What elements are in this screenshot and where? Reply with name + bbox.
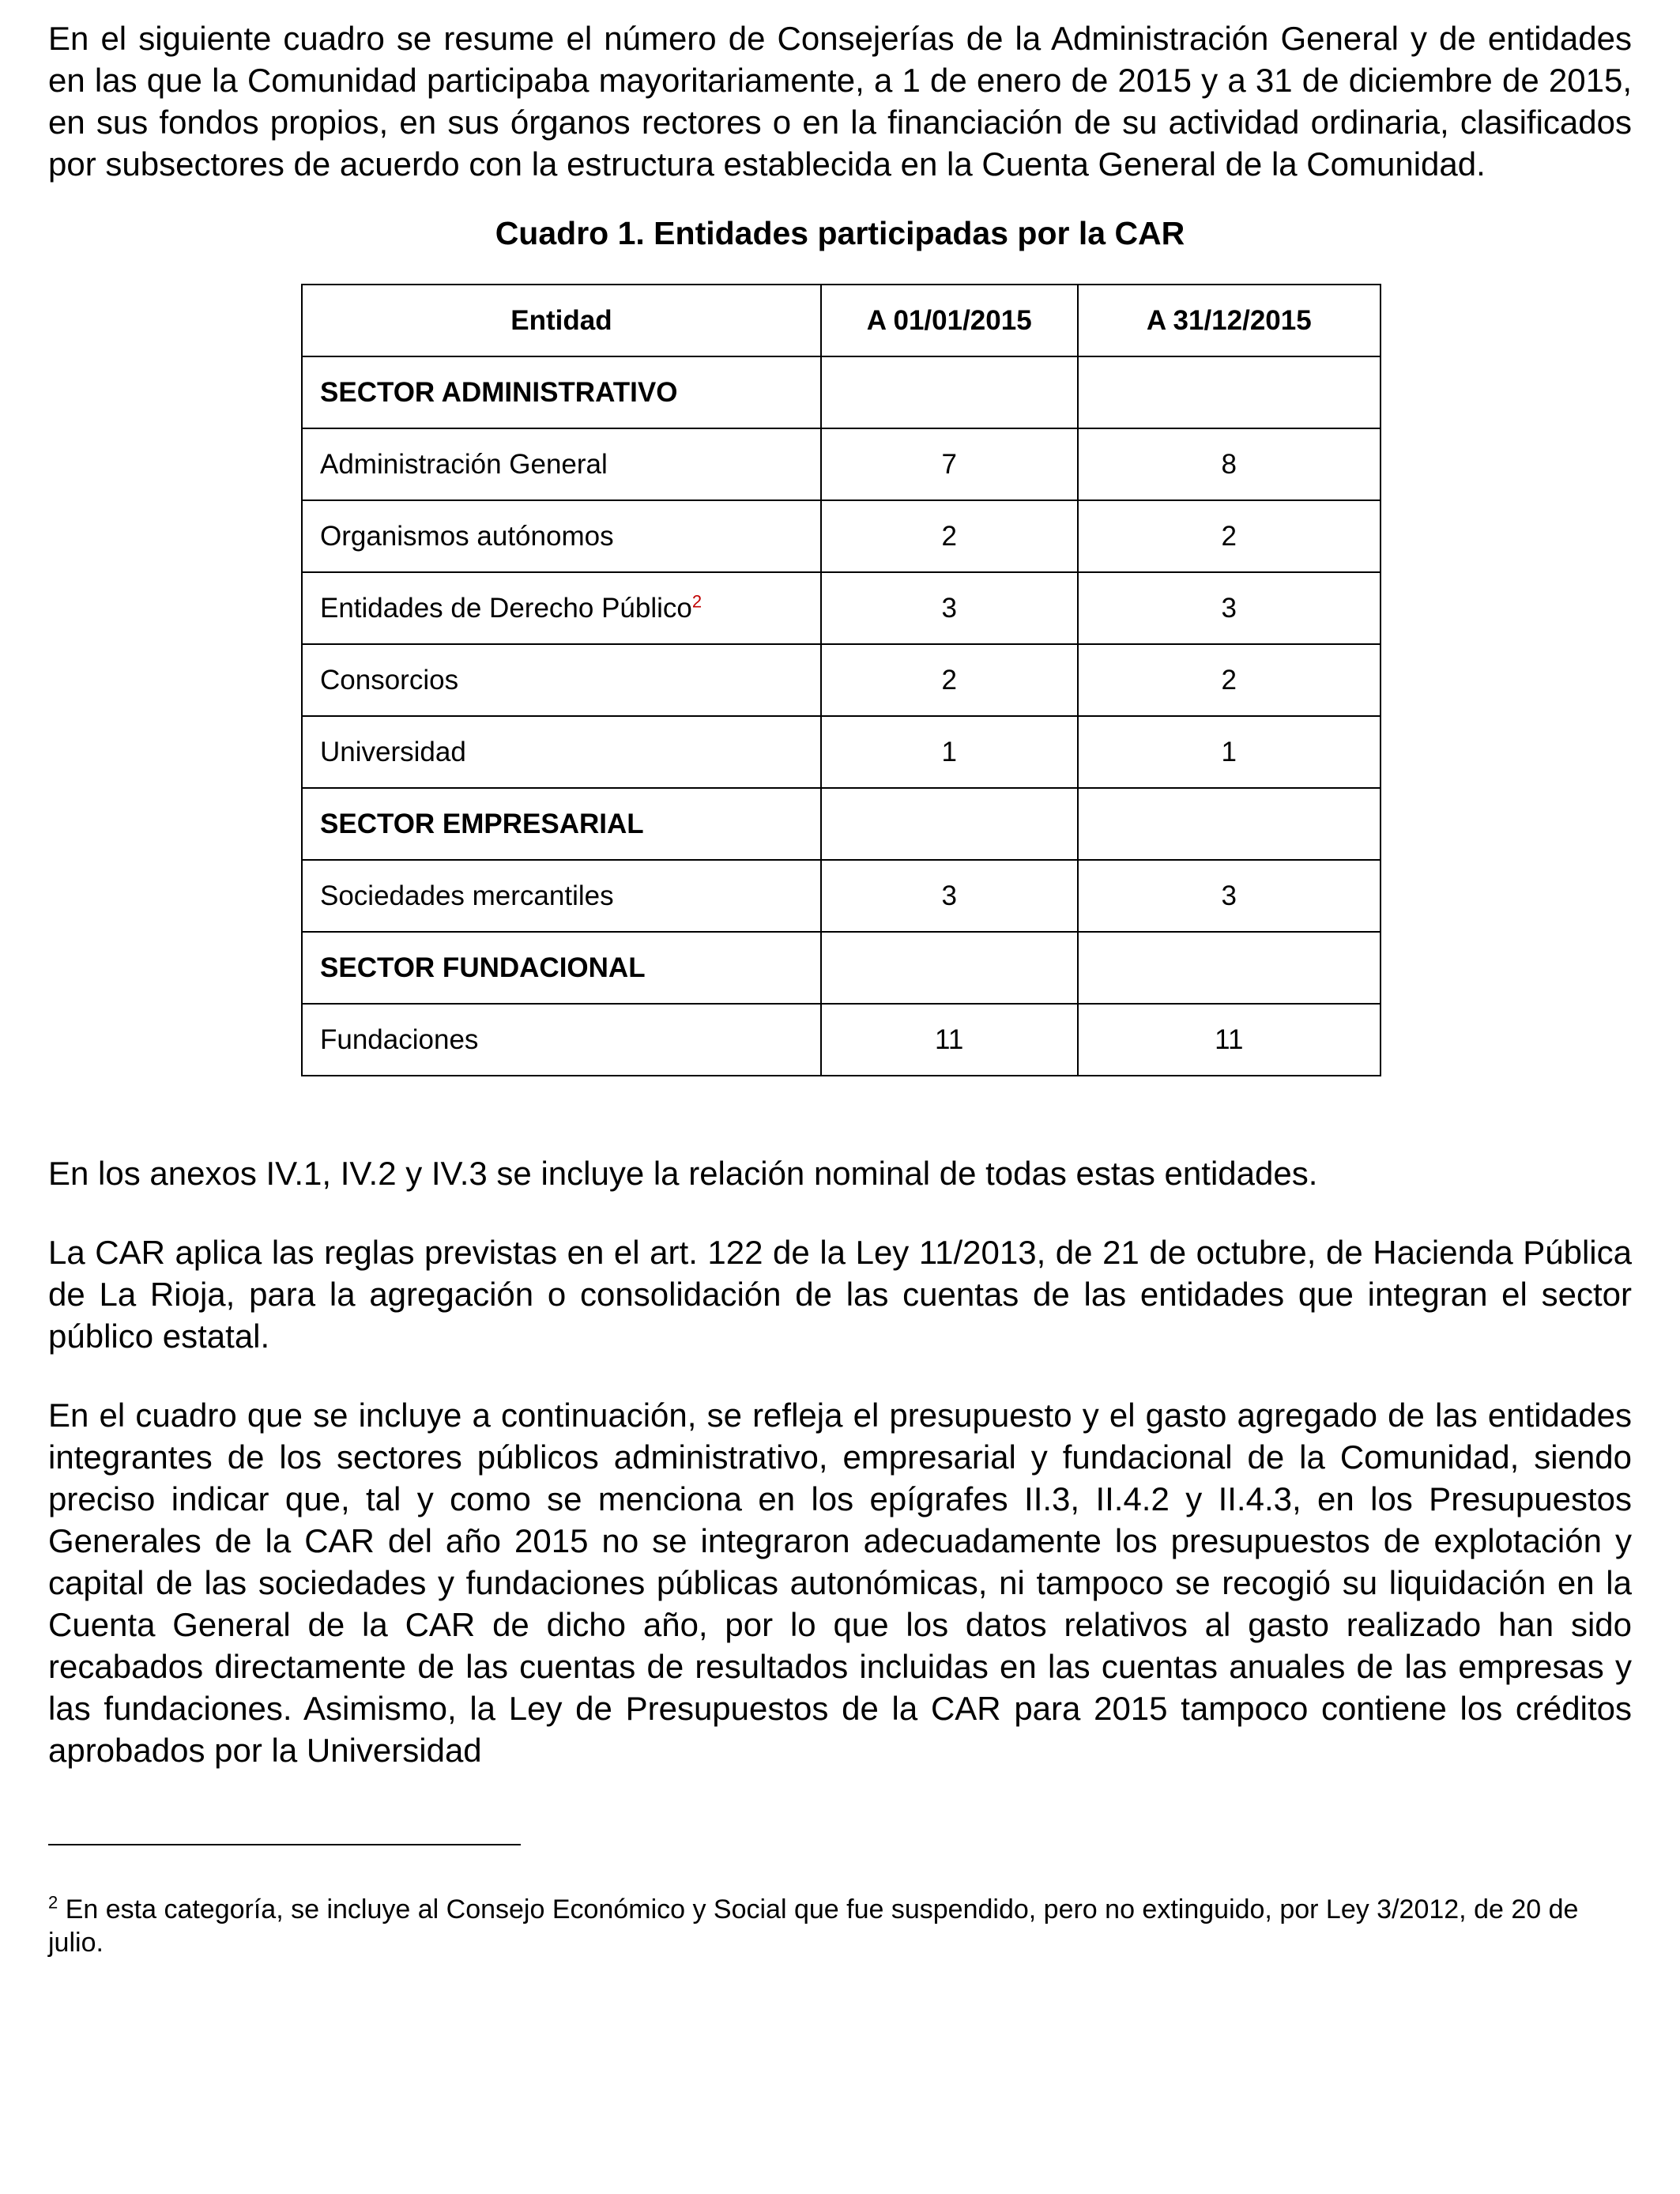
sector-label: SECTOR ADMINISTRATIVO: [302, 356, 821, 428]
table-title: Cuadro 1. Entidades participadas por la CAR: [495, 215, 1185, 251]
sector-row: [302, 788, 1381, 860]
table-row: [302, 500, 1381, 572]
value-end: 1: [1078, 716, 1381, 788]
value-start: 2: [821, 644, 1078, 716]
empty-cell: [1078, 788, 1381, 860]
footnote: [48, 1893, 1632, 1959]
header-date-end: A 31/12/2015: [1078, 285, 1381, 356]
entity-label: Consorcios: [302, 644, 821, 716]
table-row: [302, 716, 1381, 788]
rules-paragraph: La CAR aplica las reglas previstas en el art. 122 de la Ley 11/2013, de 21 de octubre, de Hacienda Pública de La Rioja, para la agregación o consolidación de las cuentas de las entidades que integran el sector público estatal.: [48, 1234, 1632, 1355]
table-row: [302, 428, 1381, 500]
empty-cell: [821, 788, 1078, 860]
table-row: [302, 860, 1381, 932]
value-start: 3: [821, 860, 1078, 932]
empty-cell: [821, 932, 1078, 1004]
table-row: [302, 1004, 1381, 1076]
value-end: 11: [1078, 1004, 1381, 1076]
table-row: [302, 572, 1381, 644]
sector-label: SECTOR EMPRESARIAL: [302, 788, 821, 860]
entity-label: Entidades de Derecho Público: [320, 592, 692, 624]
footnote-separator: [48, 1844, 521, 1845]
header-date-start: A 01/01/2015: [821, 285, 1078, 356]
empty-cell: [1078, 932, 1381, 1004]
value-start: 7: [821, 428, 1078, 500]
entity-label: Administración General: [302, 428, 821, 500]
entity-label: Organismos autónomos: [302, 500, 821, 572]
footnote-text: En esta categoría, se incluye al Consejo Económico y Social que fue suspendido, pero no extinguido, por Ley 3/2012, de 20 de julio.: [48, 1894, 1579, 1958]
value-end: 2: [1078, 500, 1381, 572]
value-start: 3: [821, 572, 1078, 644]
value-end: 2: [1078, 644, 1381, 716]
sector-label: SECTOR FUNDACIONAL: [302, 932, 821, 1004]
document-page: [48, 17, 1632, 1959]
value-start: 2: [821, 500, 1078, 572]
sector-row: [302, 932, 1381, 1004]
footnote-marker: 2: [48, 1892, 58, 1913]
table-row: [302, 644, 1381, 716]
annex-paragraph: En los anexos IV.1, IV.2 y IV.3 se incluye la relación nominal de todas estas entidades.: [48, 1155, 1318, 1192]
sector-row: [302, 356, 1381, 428]
entity-label-cell: [302, 572, 821, 644]
empty-cell: [821, 356, 1078, 428]
budget-paragraph: En el cuadro que se incluye a continuación, se refleja el presupuesto y el gasto agregado de las entidades integrantes de los sectores públicos administrativo, empresarial y fundacional de la Comunidad, siendo preciso indicar que, tal y como se menciona en los epígrafes II.3, II.4.2 y II.4.3, en los Presupuestos Generales de la CAR del año 2015 no se integraron adecuadamente los presupuestos de explotación y capital de las sociedades y fundaciones públicas autonómicas, ni tampoco se recogió su liquidación en la Cuenta General de la CAR de dicho año, por lo que los datos relativos al gasto realizado han sido recabados directamente de las cuentas de resultados incluidas en las cuentas anuales de las empresas y las fundaciones. Asimismo, la Ley de Presupuestos de la CAR para 2015 tampoco contiene los créditos aprobados por la Universidad: [48, 1397, 1632, 1769]
value-end: 3: [1078, 860, 1381, 932]
table-header-row: [302, 285, 1381, 356]
value-end: 8: [1078, 428, 1381, 500]
entity-label: Sociedades mercantiles: [302, 860, 821, 932]
footnote-reference[interactable]: 2: [691, 590, 703, 611]
header-entidad: Entidad: [302, 285, 821, 356]
value-start: 11: [821, 1004, 1078, 1076]
value-start: 1: [821, 716, 1078, 788]
empty-cell: [1078, 356, 1381, 428]
value-end: 3: [1078, 572, 1381, 644]
entities-table: [301, 284, 1381, 1076]
intro-paragraph: En el siguiente cuadro se resume el número de Consejerías de la Administración General y de entidades en las que la Comunidad participaba mayoritariamente, a 1 de enero de 2015 y a 31 de diciembre de 2015, en sus fondos propios, en sus órganos rectores o en la financiación de su actividad ordinaria, clasificados por subsectores de acuerdo con la estructura establecida en la Cuenta General de la Comunidad.: [48, 20, 1632, 183]
entity-label: Universidad: [302, 716, 821, 788]
entity-label: Fundaciones: [302, 1004, 821, 1076]
